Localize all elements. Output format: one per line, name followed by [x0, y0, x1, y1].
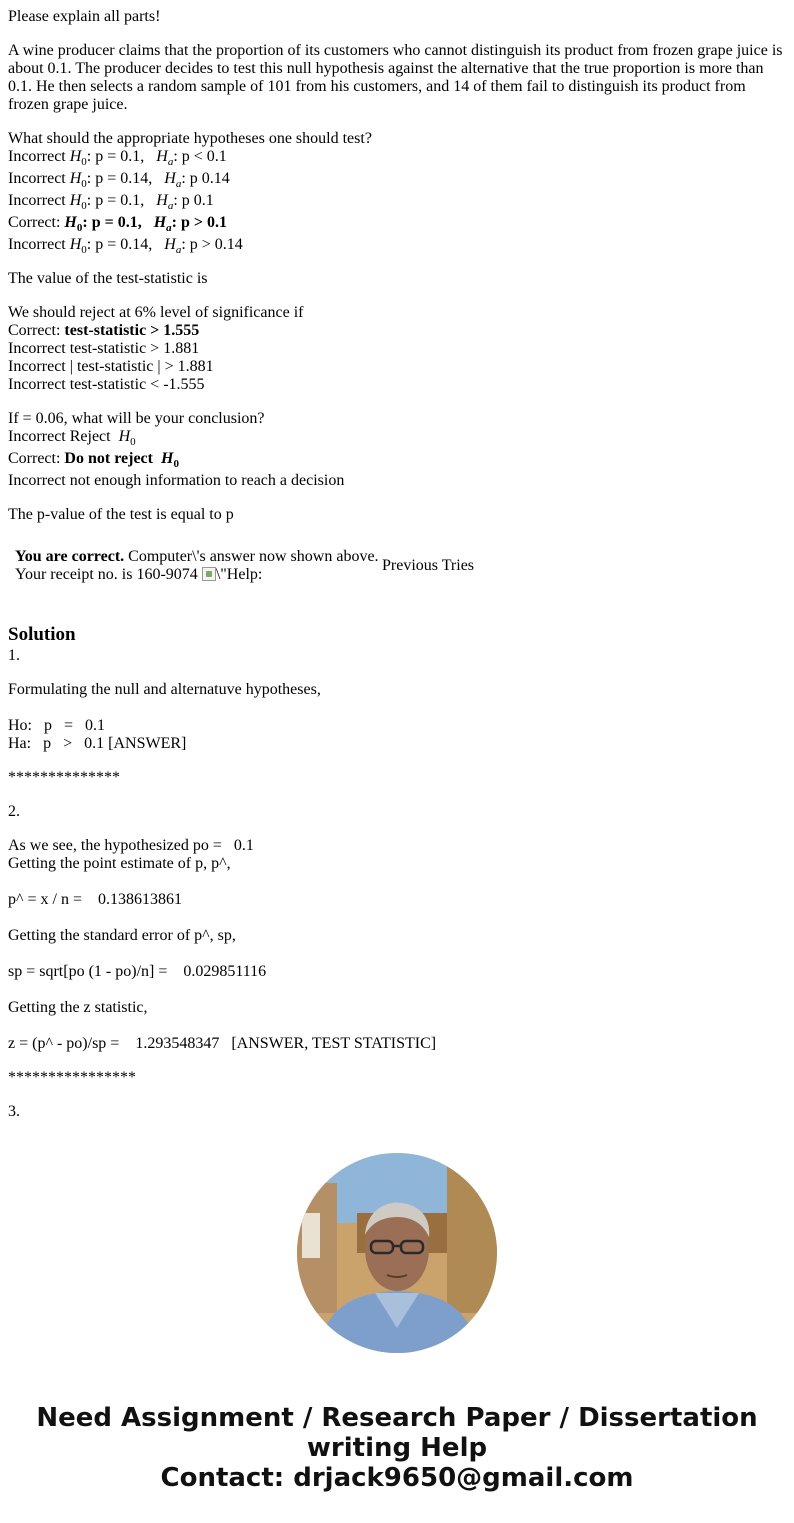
q4-question: If = 0.06, what will be your conclusion? [8, 410, 265, 427]
solution-hypothesized-po: As we see, the hypothesized po = 0.1 [8, 837, 254, 854]
q5-question: The p-value of the test is equal to p [8, 506, 234, 523]
promo-banner [0, 1403, 794, 1493]
solution-z-title: Getting the z statistic, [8, 999, 148, 1016]
promo-line-1: Need Assignment / Research Paper / Dissertation [36, 1403, 758, 1433]
solution-alt-hypothesis: Ha: p > 0.1 [ANSWER] [8, 735, 187, 752]
receipt-message [15, 548, 379, 584]
promo-contact[interactable]: Contact: drjack9650@gmail.com [160, 1463, 634, 1493]
solution-std-error: sp = sqrt[po (1 - po)/n] = 0.029851116 [8, 963, 267, 980]
solution-point-estimate: p^ = x / n = 0.138613861 [8, 891, 182, 908]
q3-option-1-correct: Correct: test-statistic > 1.555 [8, 322, 200, 339]
solution-heading: Solution [8, 624, 76, 645]
q2-question: The value of the test-statistic is [8, 270, 208, 287]
help-link[interactable]: \"Help: [215, 566, 263, 583]
solution-step-1-text: Formulating the null and alternatuve hypotheses, [8, 681, 321, 698]
previous-tries-link[interactable]: Previous Tries [382, 557, 475, 574]
correct-label: You are correct. [15, 548, 125, 565]
solution-std-error-title: Getting the standard error of p^, sp, [8, 927, 236, 944]
solution-divider-2: **************** [8, 1069, 136, 1086]
solution-z-statistic: z = (p^ - po)/sp = 1.293548347 [ANSWER, TEST STATISTIC] [8, 1035, 437, 1052]
q1-option-3: Incorrect $H_0$: p = 0.1, $H_a$: p 0.1 [8, 192, 214, 212]
q3-question: We should reject at 6% level of significance if [8, 304, 304, 321]
intro-text: Please explain all parts! [8, 8, 161, 25]
answer-shown-text: Computer\'s answer now shown above. [128, 548, 379, 565]
q3-option-4: Incorrect test-statistic < -1.555 [8, 376, 205, 393]
solution-point-estimate-title: Getting the point estimate of p, p^, [8, 855, 231, 872]
receipt-number: Your receipt no. is 160-9074 [15, 566, 198, 583]
q4-option-1: Incorrect Reject $H_0$ [8, 428, 136, 448]
q1-option-2: Incorrect $H_0$: p = 0.14, $H_a$: p 0.14 [8, 170, 230, 190]
receipt-box [8, 546, 488, 586]
q1-question: What should the appropriate hypotheses one should test? [8, 130, 372, 147]
solution-divider-1: ************** [8, 769, 120, 786]
solution-step-1-number: 1. [8, 647, 20, 664]
q1-option-5: Incorrect $H_0$: p = 0.14, $H_a$: p > 0.14 [8, 236, 243, 256]
q4-option-2-correct: Correct: Do not reject $H_0$ [8, 450, 179, 470]
question-content [8, 8, 786, 524]
solution-null-hypothesis: Ho: p = 0.1 [8, 717, 106, 734]
q3-option-2: Incorrect test-statistic > 1.881 [8, 340, 200, 357]
promo-line-2: writing Help [306, 1433, 488, 1463]
q1-option-1: Incorrect $H_0$: p = 0.1, $H_a$: p < 0.1 [8, 148, 227, 168]
q1-option-4-correct: Correct: $H_0$: p = 0.1, $H_a$: p > 0.1 [8, 214, 228, 234]
q1-options [8, 148, 786, 254]
problem-statement: A wine producer claims that the proportion of its customers who cannot distinguish its product from frozen grape juice is about 0.1. The producer decides to test this null hypothesis against the alternative that the true proportion is more than 0.1. He then selects a random sample of 101 from his customers, and 14 of them fail to distinguish its product from frozen grape juice. [8, 42, 787, 113]
q3-option-3: Incorrect | test-statistic | > 1.881 [8, 358, 214, 375]
broken-image-icon [202, 567, 216, 581]
solution-step-2-number: 2. [8, 803, 20, 820]
solution-step-3-number: 3. [8, 1103, 20, 1120]
author-avatar [297, 1153, 497, 1353]
author-portrait-photo [297, 1153, 497, 1353]
q4-option-3: Incorrect not enough information to reach a decision [8, 472, 345, 489]
